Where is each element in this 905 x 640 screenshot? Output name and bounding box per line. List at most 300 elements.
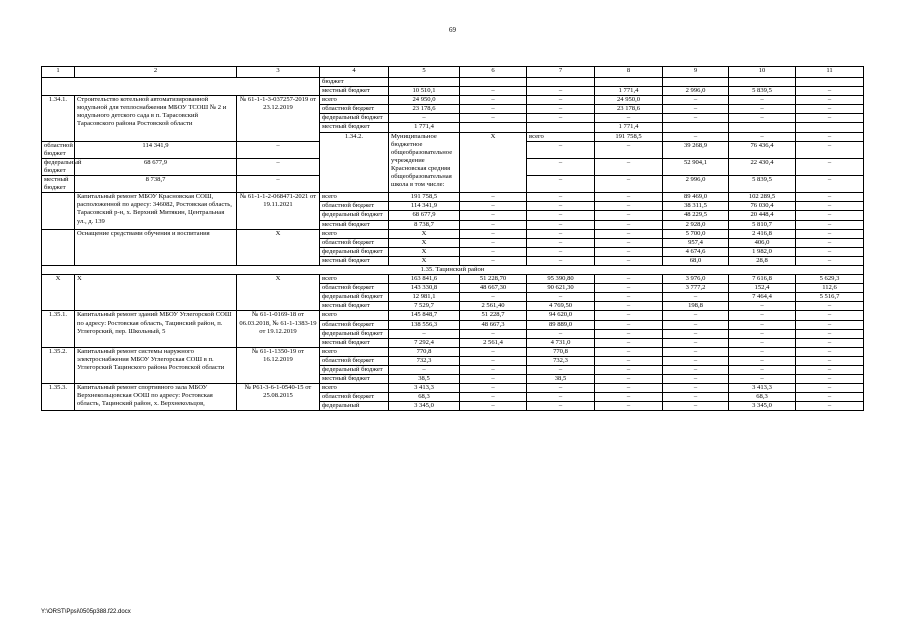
value-cell: 5 516,7	[796, 293, 864, 302]
value-cell: 38 311,5	[663, 202, 729, 211]
value-cell: –	[527, 229, 595, 238]
value-cell	[460, 78, 527, 87]
budget-source: всего	[320, 311, 389, 320]
value-cell: 406,0	[729, 238, 796, 247]
value-cell: –	[595, 247, 663, 256]
value-cell: –	[595, 284, 663, 293]
value-cell: –	[796, 384, 864, 393]
value-cell: –	[527, 293, 595, 302]
value-cell: –	[527, 238, 595, 247]
value-cell: –	[595, 329, 663, 338]
value-cell: –	[527, 384, 595, 393]
value-cell: Х	[389, 238, 460, 247]
table-row	[42, 311, 864, 320]
value-cell: 1 771,4	[595, 87, 663, 96]
item-reference: Х	[237, 275, 320, 311]
value-cell	[796, 123, 864, 132]
table-row	[42, 96, 864, 105]
value-cell: 23 178,6	[389, 105, 460, 114]
column-number: 5	[389, 67, 460, 78]
value-cell: –	[460, 366, 527, 375]
budget-source: областной бюджет	[320, 356, 389, 365]
table-row	[42, 275, 864, 284]
value-cell: –	[595, 311, 663, 320]
value-cell: –	[595, 158, 663, 175]
section-title: 1.35. Тацинский район	[42, 265, 864, 274]
value-cell: –	[796, 366, 864, 375]
value-cell: –	[729, 375, 796, 384]
budget-source: федеральный бюджет	[320, 329, 389, 338]
value-cell: –	[389, 329, 460, 338]
value-cell: –	[663, 402, 729, 411]
value-cell: –	[663, 114, 729, 123]
table-row	[42, 193, 864, 202]
item-description: Капитальный ремонт МБОУ Красновская СОШ, расположенной по адресу: 346082, Ростовская область, Тарасовский р-н, х. Верхний Митякин, Центральная ул., д. 139	[75, 193, 237, 229]
value-cell: –	[460, 87, 527, 96]
budget-source: всего	[320, 384, 389, 393]
value-cell: 3 413,3	[389, 384, 460, 393]
budget-source: бюджет	[320, 78, 389, 87]
item-description: Капитальный ремонт системы наружного электроснабжения МБОУ Углегорская СОШ в п. Углегорский Тацинского района Ростовской области	[75, 347, 237, 383]
budget-source: местный бюджет	[320, 87, 389, 96]
value-cell: 5 700,0	[663, 229, 729, 238]
value-cell	[527, 123, 595, 132]
item-reference: № 61-1-1-2-068471-2021 от 19.11.2021	[237, 193, 320, 229]
value-cell: 3 976,0	[663, 275, 729, 284]
item-reference: № 61-1-0169-18 от 06.03.2018, № 61-1-1383-19 от 19.12.2019	[237, 311, 320, 347]
value-cell: –	[460, 247, 527, 256]
value-cell: –	[460, 347, 527, 356]
value-cell: 2 928,0	[663, 220, 729, 229]
value-cell: 732,3	[389, 356, 460, 365]
value-cell: 68 677,9	[389, 211, 460, 220]
budget-source: областной бюджет	[320, 202, 389, 211]
value-cell: –	[663, 393, 729, 402]
value-cell: 1 771,4	[389, 123, 460, 132]
value-cell: –	[527, 402, 595, 411]
value-cell: –	[595, 176, 663, 193]
value-cell: –	[460, 229, 527, 238]
value-cell: 3 777,2	[663, 284, 729, 293]
value-cell: –	[595, 141, 663, 158]
value-cell: –	[796, 229, 864, 238]
value-cell: –	[527, 105, 595, 114]
budget-source: федеральный бюджет	[320, 293, 389, 302]
value-cell: 52 904,1	[663, 158, 729, 175]
value-cell: –	[796, 211, 864, 220]
item-number	[42, 229, 75, 265]
value-cell: 95 390,80	[527, 275, 595, 284]
value-cell: 48 667,3	[460, 320, 527, 329]
column-number: 10	[729, 67, 796, 78]
value-cell: –	[796, 393, 864, 402]
item-description: Капитальный ремонт спортивного зала МБОУ Верхнекольцовская ООШ по адресу: Ростовская область, Тацинский район, х. Верхнекольцов,	[75, 384, 237, 411]
value-cell: –	[527, 202, 595, 211]
value-cell: –	[663, 366, 729, 375]
budget-source: областной бюджет	[320, 393, 389, 402]
value-cell: –	[460, 393, 527, 402]
budget-source: федеральный бюджет	[320, 366, 389, 375]
value-cell: –	[595, 193, 663, 202]
value-cell: –	[729, 302, 796, 311]
value-cell: 114 341,9	[75, 141, 237, 158]
budget-source: местный бюджет	[320, 256, 389, 265]
value-cell: –	[796, 202, 864, 211]
value-cell: 163 841,6	[389, 275, 460, 284]
value-cell: 145 848,7	[389, 311, 460, 320]
table-row	[42, 78, 864, 87]
value-cell: 28,8	[729, 256, 796, 265]
table-row	[42, 384, 864, 393]
value-cell: 24 950,0	[595, 96, 663, 105]
column-number: 6	[460, 67, 527, 78]
value-cell: –	[796, 311, 864, 320]
value-cell: 770,8	[527, 347, 595, 356]
value-cell	[729, 78, 796, 87]
value-cell: –	[595, 320, 663, 329]
value-cell: –	[527, 247, 595, 256]
value-cell: –	[796, 347, 864, 356]
value-cell: 48 667,30	[460, 284, 527, 293]
budget-source: федеральный	[320, 402, 389, 411]
column-number-row	[42, 67, 864, 78]
budget-source: местный бюджет	[320, 302, 389, 311]
value-cell: 48 229,5	[663, 211, 729, 220]
value-cell: –	[663, 329, 729, 338]
column-number: 1	[42, 67, 75, 78]
value-cell: 3 345,0	[389, 402, 460, 411]
value-cell: –	[663, 105, 729, 114]
value-cell: 94 620,0	[527, 311, 595, 320]
value-cell: –	[796, 402, 864, 411]
value-cell: –	[595, 356, 663, 365]
value-cell: –	[729, 132, 796, 141]
value-cell: 68,0	[663, 256, 729, 265]
value-cell: 2 561,40	[460, 302, 527, 311]
value-cell: –	[460, 114, 527, 123]
value-cell: –	[527, 158, 595, 175]
budget-source: областной бюджет	[320, 284, 389, 293]
value-cell: –	[460, 193, 527, 202]
value-cell: –	[663, 338, 729, 347]
value-cell: –	[460, 375, 527, 384]
value-cell: –	[527, 366, 595, 375]
item-reference: № 61-1-1-3-037257-2019 от 23.12.2019	[237, 96, 320, 141]
item-number: 1.34.1.	[42, 96, 75, 141]
value-cell: 22 430,4	[729, 158, 796, 175]
item-number: 1.35.1.	[42, 311, 75, 347]
value-cell: 89 889,0	[527, 320, 595, 329]
column-number: 9	[663, 67, 729, 78]
value-cell: –	[729, 347, 796, 356]
value-cell: 2 996,0	[663, 87, 729, 96]
budget-source: федеральный бюджет	[42, 158, 75, 175]
value-cell: –	[237, 141, 320, 158]
item-number: 1.35.2.	[42, 347, 75, 383]
item-number	[42, 193, 75, 229]
value-cell	[595, 78, 663, 87]
value-cell: 112,6	[796, 284, 864, 293]
value-cell: 8 738,7	[389, 220, 460, 229]
budget-source: федеральный бюджет	[320, 114, 389, 123]
value-cell: –	[796, 114, 864, 123]
value-cell: –	[460, 402, 527, 411]
value-cell: 51 228,70	[460, 275, 527, 284]
item-description: Капитальный ремонт зданий МБОУ Углегорской СОШ по адресу: Ростовская область, Тацинский район, п. Углегорский, пер. Школьный, 5	[75, 311, 237, 347]
value-cell: 89 469,0	[663, 193, 729, 202]
budget-source: областной бюджет	[320, 105, 389, 114]
value-cell	[527, 78, 595, 87]
budget-source: местный бюджет	[320, 338, 389, 347]
value-cell: –	[729, 356, 796, 365]
value-cell: –	[796, 256, 864, 265]
value-cell: Х	[389, 247, 460, 256]
value-cell: 10 510,1	[389, 87, 460, 96]
value-cell: 191 758,5	[389, 193, 460, 202]
value-cell: 76 030,4	[729, 202, 796, 211]
value-cell: –	[527, 393, 595, 402]
value-cell: 7 616,8	[729, 275, 796, 284]
value-cell: 3 345,0	[729, 402, 796, 411]
value-cell: –	[527, 193, 595, 202]
value-cell: –	[663, 356, 729, 365]
value-cell: –	[796, 158, 864, 175]
value-cell: –	[527, 329, 595, 338]
value-cell: –	[729, 105, 796, 114]
value-cell: –	[460, 211, 527, 220]
value-cell: –	[595, 202, 663, 211]
value-cell: 2 416,8	[729, 229, 796, 238]
value-cell: Х	[389, 229, 460, 238]
value-cell	[729, 123, 796, 132]
value-cell: –	[796, 320, 864, 329]
value-cell: 198,8	[663, 302, 729, 311]
value-cell: 24 950,0	[389, 96, 460, 105]
value-cell: –	[460, 256, 527, 265]
value-cell: 957,4	[663, 238, 729, 247]
value-cell: 20 448,4	[729, 211, 796, 220]
value-cell: –	[595, 393, 663, 402]
value-cell: –	[527, 114, 595, 123]
value-cell: –	[595, 402, 663, 411]
value-cell: –	[527, 141, 595, 158]
item-description: Муниципальное бюджетное общеобразовательное учреждение Красновская средняя общеобразовательная школа в том числе:	[389, 132, 460, 193]
item-number: 1.34.2.	[320, 132, 389, 193]
value-cell: –	[460, 356, 527, 365]
value-cell: –	[663, 384, 729, 393]
value-cell: –	[796, 220, 864, 229]
value-cell: 39 268,9	[663, 141, 729, 158]
value-cell: 191 758,5	[595, 132, 663, 141]
value-cell: 5 810,7	[729, 220, 796, 229]
value-cell: 7 464,4	[729, 293, 796, 302]
value-cell: –	[460, 220, 527, 229]
value-cell: –	[663, 293, 729, 302]
value-cell: –	[663, 320, 729, 329]
value-cell: –	[595, 114, 663, 123]
table-row	[42, 347, 864, 356]
value-cell: –	[595, 256, 663, 265]
value-cell: 2 561,4	[460, 338, 527, 347]
value-cell: –	[796, 247, 864, 256]
table-row	[42, 229, 864, 238]
column-number: 11	[796, 67, 864, 78]
value-cell: –	[796, 132, 864, 141]
value-cell: –	[729, 366, 796, 375]
value-cell: 1 982,0	[729, 247, 796, 256]
budget-source: местный бюджет	[42, 176, 75, 193]
value-cell: –	[729, 311, 796, 320]
item-reference: Х	[237, 229, 320, 265]
value-cell: –	[460, 105, 527, 114]
item-description: Оснащение средствами обучения и воспитания	[75, 229, 237, 265]
value-cell: –	[729, 338, 796, 347]
value-cell: –	[796, 338, 864, 347]
value-cell: –	[729, 320, 796, 329]
item-reference: № 61-1-1350-19 от 16.12.2019	[237, 347, 320, 383]
value-cell: 38,5	[527, 375, 595, 384]
column-number: 7	[527, 67, 595, 78]
value-cell: –	[595, 220, 663, 229]
budget-source: всего	[320, 347, 389, 356]
value-cell: 114 341,9	[389, 202, 460, 211]
continuation-cell	[42, 78, 320, 96]
value-cell: –	[595, 302, 663, 311]
budget-source: областной бюджет	[42, 141, 75, 158]
column-number: 3	[237, 67, 320, 78]
value-cell: 3 413,3	[729, 384, 796, 393]
value-cell: –	[663, 96, 729, 105]
value-cell: –	[663, 375, 729, 384]
value-cell: –	[595, 375, 663, 384]
item-description: Строительство котельной автоматизированной модульной для теплоснабжения МБОУ ТСОШ № 2 и модульного детского сада в п. Тарасовский Тарасовского района Ростовской области	[75, 96, 237, 141]
value-cell: 4 769,50	[527, 302, 595, 311]
value-cell: 5 839,5	[729, 176, 796, 193]
budget-source: всего	[320, 229, 389, 238]
value-cell: –	[527, 176, 595, 193]
value-cell: 68 677,9	[75, 158, 237, 175]
value-cell: –	[796, 356, 864, 365]
file-path-footer: Y:\ORST\Ppsi\0505p388.f22.docx	[41, 609, 131, 615]
value-cell: –	[595, 366, 663, 375]
value-cell: 2 996,0	[663, 176, 729, 193]
value-cell: 5 629,3	[796, 275, 864, 284]
value-cell: –	[460, 202, 527, 211]
value-cell: –	[595, 338, 663, 347]
page-number: 69	[449, 26, 456, 34]
budget-table	[41, 66, 864, 411]
budget-source: федеральный бюджет	[320, 247, 389, 256]
item-description: Х	[75, 275, 237, 311]
value-cell: –	[796, 375, 864, 384]
section-row	[42, 265, 864, 274]
value-cell: 7 292,4	[389, 338, 460, 347]
value-cell: –	[527, 87, 595, 96]
value-cell: –	[460, 293, 527, 302]
value-cell: –	[595, 238, 663, 247]
value-cell: –	[796, 329, 864, 338]
value-cell: 4 674,6	[663, 247, 729, 256]
value-cell: –	[729, 114, 796, 123]
value-cell: –	[527, 256, 595, 265]
value-cell: –	[595, 384, 663, 393]
item-number: 1.35.3.	[42, 384, 75, 411]
value-cell: –	[796, 87, 864, 96]
value-cell: 1 771,4	[595, 123, 663, 132]
value-cell: –	[796, 238, 864, 247]
value-cell	[796, 78, 864, 87]
value-cell: –	[796, 96, 864, 105]
value-cell: –	[595, 347, 663, 356]
value-cell: –	[389, 114, 460, 123]
value-cell: –	[663, 311, 729, 320]
value-cell: 770,8	[389, 347, 460, 356]
value-cell: –	[729, 96, 796, 105]
budget-source: всего	[527, 132, 595, 141]
value-cell: 5 839,5	[729, 87, 796, 96]
value-cell: –	[527, 96, 595, 105]
budget-source: местный бюджет	[320, 123, 389, 132]
value-cell: –	[595, 275, 663, 284]
value-cell: –	[389, 366, 460, 375]
value-cell: 732,3	[527, 356, 595, 365]
value-cell	[460, 123, 527, 132]
value-cell: –	[595, 211, 663, 220]
value-cell: –	[796, 141, 864, 158]
item-reference: № Р61-3-6-1-0540-15 от 25.08.2015	[237, 384, 320, 411]
value-cell: –	[460, 329, 527, 338]
value-cell: 12 981,1	[389, 293, 460, 302]
value-cell: –	[595, 229, 663, 238]
value-cell: –	[729, 329, 796, 338]
value-cell: –	[460, 96, 527, 105]
budget-source: местный бюджет	[320, 220, 389, 229]
value-cell	[389, 78, 460, 87]
value-cell: 23 178,6	[595, 105, 663, 114]
value-cell: Х	[389, 256, 460, 265]
budget-source: местный бюджет	[320, 375, 389, 384]
budget-source: федеральный бюджет	[320, 211, 389, 220]
value-cell: –	[796, 176, 864, 193]
value-cell	[663, 123, 729, 132]
value-cell: –	[460, 384, 527, 393]
value-cell: –	[663, 132, 729, 141]
budget-source: всего	[320, 275, 389, 284]
value-cell: 102 289,5	[729, 193, 796, 202]
item-reference: Х	[460, 132, 527, 193]
value-cell: –	[796, 105, 864, 114]
value-cell: 8 738,7	[75, 176, 237, 193]
value-cell: –	[237, 158, 320, 175]
value-cell: –	[663, 347, 729, 356]
value-cell: –	[237, 176, 320, 193]
value-cell: –	[527, 211, 595, 220]
value-cell: 152,4	[729, 284, 796, 293]
value-cell: –	[796, 193, 864, 202]
value-cell: 51 228,7	[460, 311, 527, 320]
item-number: Х	[42, 275, 75, 311]
budget-source: областной бюджет	[320, 238, 389, 247]
value-cell	[663, 78, 729, 87]
budget-source: всего	[320, 193, 389, 202]
budget-source: областной бюджет	[320, 320, 389, 329]
column-number: 2	[75, 67, 237, 78]
budget-source: всего	[320, 96, 389, 105]
column-number: 8	[595, 67, 663, 78]
value-cell: 4 731,0	[527, 338, 595, 347]
value-cell: –	[796, 302, 864, 311]
value-cell: 76 436,4	[729, 141, 796, 158]
